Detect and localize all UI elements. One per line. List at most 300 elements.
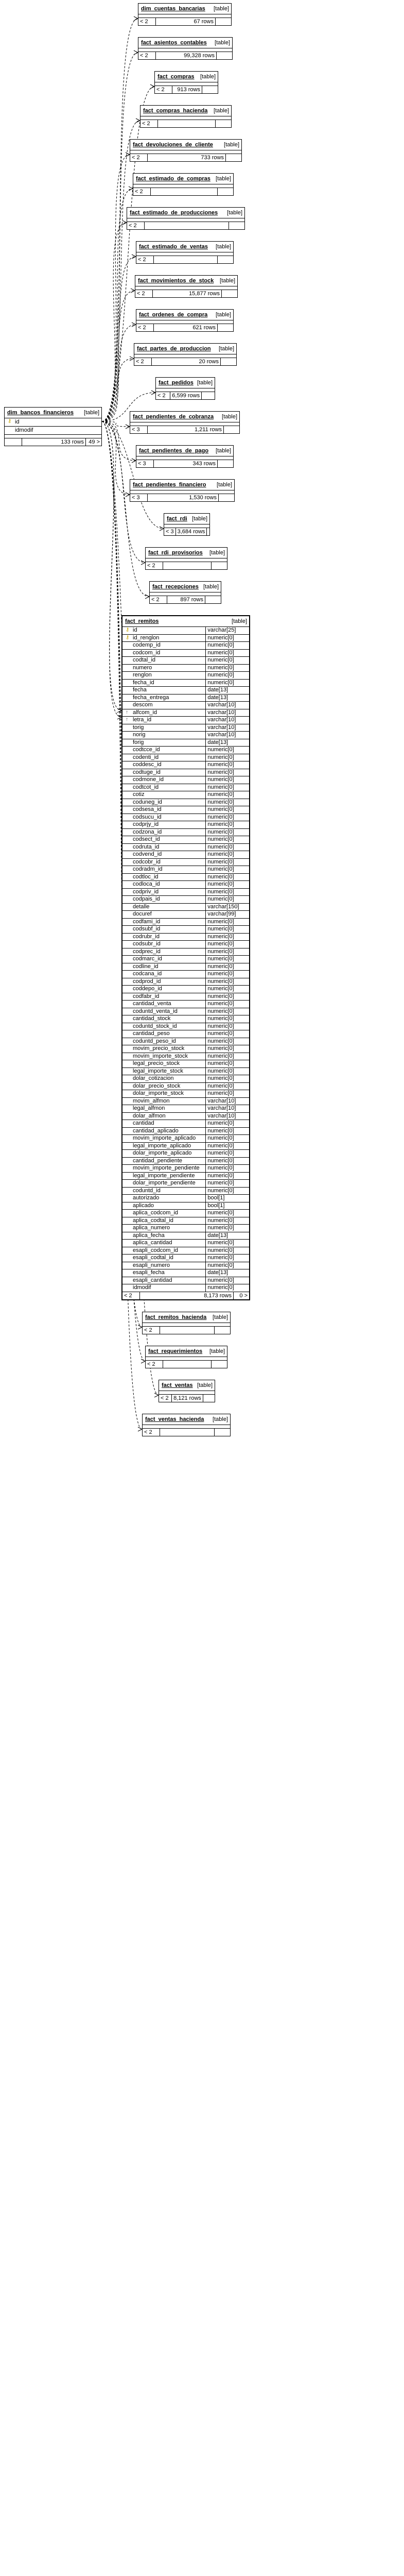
column-type: numeric[0] [207,806,234,813]
column-name-text: letra_id [133,717,152,723]
table-name[interactable]: fact_ventas [162,1382,193,1388]
column-row[interactable] [122,829,249,837]
table-header [156,378,215,388]
column-name [122,1060,206,1067]
column-row[interactable] [122,1202,249,1210]
column-type: numeric[0] [207,1067,234,1074]
column-name [122,1015,206,1023]
row-count: 99,328 rows [156,52,217,59]
column-row[interactable] [122,717,249,724]
column-name [122,1090,206,1097]
table-fact-estimado-de-compras[interactable] [133,173,234,196]
column-row[interactable] [122,851,249,859]
column-row[interactable] [122,1255,249,1262]
children-count[interactable]: 49 > [89,439,100,445]
column-name-text: docuref [133,911,152,918]
column-type: numeric[0] [207,933,234,940]
parents-count[interactable]: < 2 [156,392,170,399]
column-row[interactable] [122,1008,249,1016]
column-row[interactable] [122,1105,249,1113]
column-row[interactable] [5,418,101,427]
table-name[interactable]: fact_pedidos [159,379,194,386]
column-row[interactable] [5,427,101,435]
column-name-text: codprec_id [133,948,161,955]
column-name-text: codfami_id [133,918,161,925]
parents-count[interactable]: < 3 [164,528,176,535]
table-name[interactable]: dim_bancos_financieros [7,409,74,416]
column-name [122,1083,206,1090]
parents-count[interactable]: < 3 [136,460,154,467]
column-name [122,672,206,679]
parents-count[interactable]: < 2 [143,1327,160,1334]
column-row[interactable] [122,1173,249,1180]
parents-count[interactable]: < 2 [133,188,151,195]
column-row[interactable] [122,948,249,956]
column-name [122,694,206,702]
relationship-line-fact-estimado-de-producciones [102,223,127,421]
table-footer [5,438,101,446]
column-row[interactable] [122,724,249,732]
column-row[interactable] [122,672,249,680]
column-type: numeric[0] [207,986,234,992]
column-row[interactable] [122,657,249,665]
table-name[interactable]: fact_recepciones [152,583,199,590]
column-row[interactable] [122,1225,249,1232]
table-footer [127,222,244,229]
column-row[interactable] [122,1210,249,1217]
column-type: numeric[0] [207,1135,234,1142]
table-fact-rdi-provisorios[interactable] [145,547,227,570]
table-fact-pendientes-de-pago[interactable] [136,445,234,468]
column-row[interactable] [122,919,249,926]
column-type: numeric[0] [207,888,234,895]
parents-count[interactable]: < 2 [159,1395,172,1402]
column-name [122,732,206,739]
table-footer [136,324,233,331]
column-row[interactable] [122,1277,249,1285]
column-row[interactable] [122,754,249,762]
table-name[interactable]: fact_partes_de_produccion [137,345,211,352]
column-row[interactable] [122,978,249,986]
column-row[interactable] [122,963,249,971]
column-row[interactable] [122,814,249,822]
column-row[interactable] [122,1090,249,1098]
relationship-line-fact-estimado-de-ventas [102,257,136,421]
column-row[interactable] [122,1045,249,1053]
column-row[interactable] [122,1180,249,1188]
column-row[interactable] [122,874,249,882]
table-fact-rdi[interactable] [164,513,210,536]
column-name-text: id [133,627,137,634]
column-row[interactable] [122,709,249,717]
column-row[interactable] [122,1030,249,1038]
row-count: 913 rows [172,86,202,93]
column-name [122,829,206,836]
column-row[interactable] [122,881,249,889]
column-type: varchar[10] [207,717,236,723]
column-name-text: coduntd_stock_id [133,1023,177,1029]
table-fact-pendientes-financiero[interactable] [130,479,235,502]
column-name [122,642,206,649]
parents-count[interactable]: < 2 [155,86,172,93]
row-count: 1,530 rows [148,494,219,501]
table-header [122,616,249,627]
table-name[interactable]: fact_requerimientos [148,1348,203,1354]
table-body [159,1391,215,1395]
table-body [138,14,231,18]
table-fact-ventas-hacienda[interactable] [142,1414,231,1436]
crowfoot-arrow-fact-partes-de-produccion [130,357,134,361]
column-row[interactable] [122,926,249,934]
table-type: [table] [219,345,234,352]
crowfoot-arrow-fact-pendientes-de-cobranza [126,425,130,429]
crowfoot-arrow-fact-compras [150,84,154,89]
column-row[interactable] [122,665,249,672]
column-type: numeric[0] [207,1060,234,1067]
crowfoot-arrow-fact-recepciones [145,595,149,599]
column-row[interactable] [122,971,249,978]
table-name[interactable]: fact_ventas_hacienda [145,1416,204,1422]
column-name-text: legal_precio_stock [133,1060,180,1067]
column-row[interactable] [122,1075,249,1083]
column-name-text: legal_alfmon [133,1105,165,1112]
table-body [155,82,218,86]
column-row[interactable] [122,769,249,777]
table-type: [table] [203,583,219,590]
column-name [122,1120,206,1127]
table-name[interactable]: fact_estimado_de_ventas [139,243,208,250]
table-name[interactable]: fact_pendientes_de_pago [139,447,209,454]
column-row[interactable] [122,859,249,867]
column-row[interactable] [122,747,249,754]
column-name-text: aplica_numero [133,1225,170,1231]
column-name-text: codtuge_id [133,769,161,775]
primary-key-icon: ⚷ [8,418,12,424]
column-type: date[13] [207,687,229,693]
children-count [215,1429,230,1436]
table-type: [table] [200,73,216,80]
column-type: numeric[0] [207,1082,234,1089]
table-fact-devoluciones-de-cliente[interactable] [130,139,242,162]
column-row[interactable] [122,836,249,844]
column-row[interactable] [122,650,249,657]
column-name [122,1247,206,1255]
children-count [218,324,233,331]
column-name [122,1105,206,1112]
column-row[interactable] [122,776,249,784]
column-row[interactable] [122,1083,249,1091]
column-row[interactable] [122,1038,249,1046]
table-fact-ventas[interactable] [159,1380,215,1402]
table-name[interactable]: fact_rdi [167,515,187,522]
column-name-text: codtcot_id [133,784,159,790]
table-fact-pedidos[interactable] [155,377,215,400]
table-type: [table] [213,1314,228,1320]
table-type: [table] [209,549,225,556]
column-type: bool[1] [207,1202,225,1209]
column-name [122,896,206,903]
column-row[interactable] [122,1240,249,1247]
column-type: numeric[0] [207,814,234,820]
column-name [122,739,206,747]
column-row[interactable] [122,784,249,792]
children-count[interactable]: 0 > [239,1292,248,1299]
table-footer [146,562,227,569]
parents-count[interactable]: < 2 [140,120,158,127]
column-name-text: esapli_codtal_id [133,1255,173,1261]
column-row[interactable] [122,866,249,874]
column-type: numeric[0] [207,881,234,888]
table-dim-cuentas-bancarias[interactable] [138,3,232,26]
column-name-text: movim_importe_stock [133,1053,188,1059]
column-row[interactable] [122,1060,249,1068]
column-name [122,948,206,956]
table-name[interactable]: fact_compras_hacienda [143,107,208,114]
column-type: numeric[0] [207,649,234,656]
column-name [122,717,206,724]
column-row[interactable] [122,1217,249,1225]
parents-count[interactable]: < 2 [143,1429,160,1436]
table-header [146,1346,227,1357]
column-name [122,724,206,732]
column-name-text: codprjy_id [133,821,159,828]
column-row[interactable] [122,1150,249,1158]
column-row[interactable] [122,761,249,769]
column-type: varchar[150] [207,903,239,910]
column-type: numeric[0] [207,1015,234,1022]
table-type: [table] [227,209,242,216]
table-name[interactable]: fact_asientos_contables [141,39,207,46]
column-row[interactable] [122,687,249,694]
column-row[interactable] [122,806,249,814]
parents-count[interactable]: < 2 [130,154,148,161]
table-body [150,592,221,596]
column-type: numeric[0] [207,1001,234,1007]
table-type: [table] [197,1382,213,1388]
column-row[interactable] [122,1001,249,1008]
crowfoot-arrow-fact-pedidos [151,391,155,395]
column-row[interactable] [122,941,249,948]
table-fact-requerimientos[interactable] [145,1346,227,1368]
column-row[interactable] [122,956,249,963]
column-row[interactable] [122,1015,249,1023]
column-type: numeric[0] [207,1217,234,1224]
column-name-text: codpais_id [133,896,160,903]
table-fact-compras[interactable] [154,71,218,94]
column-row[interactable] [122,1135,249,1143]
column-row[interactable] [122,896,249,904]
column-name [122,934,206,941]
column-row[interactable] [122,702,249,709]
column-row[interactable] [122,635,249,642]
column-name [122,680,206,687]
table-header [130,412,239,422]
column-row[interactable] [122,694,249,702]
table-fact-remitos[interactable] [121,615,250,1300]
column-name-text: codline_id [133,963,159,970]
column-row[interactable] [122,1053,249,1061]
parents-count[interactable]: < 2 [136,256,154,263]
parents-count[interactable]: < 2 [146,562,163,569]
column-row[interactable] [122,821,249,829]
table-footer [130,426,239,433]
table-fact-movimientos-de-stock[interactable] [135,275,238,298]
table-type: [table] [214,5,229,12]
column-row[interactable] [122,1284,249,1292]
crowfoot-arrow-fact-ventas-hacienda [138,1427,142,1431]
column-name-text: codsesa_id [133,806,162,813]
column-row[interactable] [122,1195,249,1202]
column-row[interactable] [122,993,249,1001]
column-name-text: coddesc_id [133,761,162,768]
table-name[interactable]: fact_rdi_provisorios [148,549,203,556]
parents-count[interactable]: < 2 [134,358,152,365]
parents-count[interactable]: < 2 [146,1361,163,1368]
row-count [151,188,218,195]
row-count: 3,684 rows [176,528,207,535]
column-row[interactable] [122,1165,249,1173]
column-row[interactable] [122,1247,249,1255]
column-row[interactable] [122,844,249,852]
column-name-text: norig [133,732,146,738]
table-fact-pendientes-de-cobranza[interactable] [130,411,240,434]
table-fact-compras-hacienda[interactable] [140,105,232,128]
table-footer [140,120,231,127]
column-name-text: dolar_importe_pendiente [133,1180,196,1187]
column-type: numeric[0] [207,799,234,805]
column-name-text: codpriv_id [133,888,159,895]
column-name-text: aplica_cantidad [133,1240,172,1246]
table-name[interactable]: fact_remitos_hacienda [145,1314,207,1320]
column-type: numeric[0] [207,1240,234,1246]
column-row[interactable] [122,1188,249,1195]
table-fact-estimado-de-producciones[interactable] [127,207,245,230]
column-row[interactable] [122,1113,249,1121]
column-type: numeric[0] [207,784,234,790]
parents-count[interactable]: < 2 [127,222,145,229]
relationship-line-fact-remitos-0 [102,421,121,710]
table-name[interactable]: fact_estimado_de_compras [136,175,210,182]
column-name-text: dolar_alfmon [133,1112,166,1119]
table-dim-bancos-financieros[interactable] [4,407,102,446]
table-name[interactable]: fact_movimientos_de_stock [138,277,214,284]
column-row[interactable] [122,791,249,799]
column-row[interactable] [122,1023,249,1031]
table-footer [164,528,209,535]
parents-count[interactable]: < 2 [136,324,154,331]
parents-count[interactable]: < 2 [122,1292,140,1299]
column-row[interactable] [122,739,249,747]
column-name-text: dolar_cotizacion [133,1075,174,1082]
column-row[interactable] [122,1232,249,1240]
table-header [136,446,233,456]
column-row[interactable] [122,1128,249,1136]
parents-count[interactable]: < 2 [150,596,167,603]
table-fact-asientos-contables[interactable] [138,37,233,60]
column-type: numeric[0] [207,821,234,828]
crowfoot-arrow-fact-ventas [154,1393,159,1397]
crowfoot-arrow-fact-ordenes-de-compra [132,323,136,327]
table-name[interactable]: fact_estimado_de_producciones [130,209,218,216]
column-name-text: movim_importe_aplicado [133,1135,196,1142]
table-header [136,242,233,252]
column-row[interactable] [122,799,249,807]
row-count: 67 rows [156,18,216,25]
table-name[interactable]: fact_pendientes_de_cobranza [133,413,214,420]
table-name[interactable]: fact_ordenes_de_compra [139,311,208,318]
column-row[interactable] [122,1262,249,1270]
table-name[interactable]: fact_remitos [125,618,159,624]
table-footer [159,1395,215,1402]
column-row[interactable] [122,904,249,911]
column-row[interactable] [122,1120,249,1128]
column-type: numeric[0] [207,747,234,753]
column-row[interactable] [122,889,249,896]
column-row[interactable] [122,642,249,650]
column-row[interactable] [122,1158,249,1165]
column-row[interactable] [122,627,249,635]
table-fact-remitos-hacienda[interactable] [142,1312,231,1334]
column-row[interactable] [122,911,249,919]
parents-count[interactable]: < 3 [130,426,148,433]
column-row[interactable] [122,680,249,687]
column-name [122,1023,206,1030]
column-name [122,754,206,761]
table-fact-estimado-de-ventas[interactable] [136,241,234,264]
table-body [130,490,234,494]
table-footer [143,1429,230,1436]
table-name[interactable]: dim_cuentas_bancarias [141,5,205,12]
column-row[interactable] [122,1269,249,1277]
row-count: 897 rows [167,596,205,603]
table-fact-partes-de-produccion[interactable] [134,343,237,366]
table-name[interactable]: fact_compras [157,73,195,80]
column-row[interactable] [122,1143,249,1150]
column-name-text: dolar_precio_stock [133,1082,181,1089]
column-name-text: codcana_id [133,971,162,977]
table-footer [136,460,233,467]
table-name[interactable]: fact_pendientes_financiero [133,481,206,488]
parents-count[interactable]: < 2 [135,290,153,297]
parents-count[interactable]: < 2 [138,18,156,25]
parents-count[interactable]: < 3 [130,494,148,501]
table-type: [table] [214,107,229,114]
children-count [229,222,244,229]
column-row[interactable] [122,1068,249,1076]
relationship-line-fact-asientos-contables [102,53,138,421]
column-name-text: codtcce_id [133,747,160,753]
table-fact-recepciones[interactable] [149,581,221,604]
column-name [122,1195,206,1202]
column-type: date[13] [207,1232,229,1239]
column-type: numeric[0] [207,634,234,641]
table-body [127,218,244,222]
parents-count[interactable]: < 2 [138,52,156,59]
column-row[interactable] [122,934,249,941]
table-name[interactable]: fact_devoluciones_de_cliente [133,141,213,148]
table-body [134,354,236,358]
column-name-text: dolar_importe_aplicado [133,1150,192,1157]
column-row[interactable] [122,1098,249,1106]
column-type: numeric[0] [207,1157,234,1164]
table-body [164,524,209,528]
column-name [122,1128,206,1135]
crowfoot-arrow-fact-rdi-provisorios [141,561,145,565]
column-row[interactable] [122,732,249,739]
table-fact-ordenes-de-compra[interactable] [136,309,234,332]
column-row[interactable] [122,986,249,993]
column-name-text: legal_importe_aplicado [133,1142,191,1149]
